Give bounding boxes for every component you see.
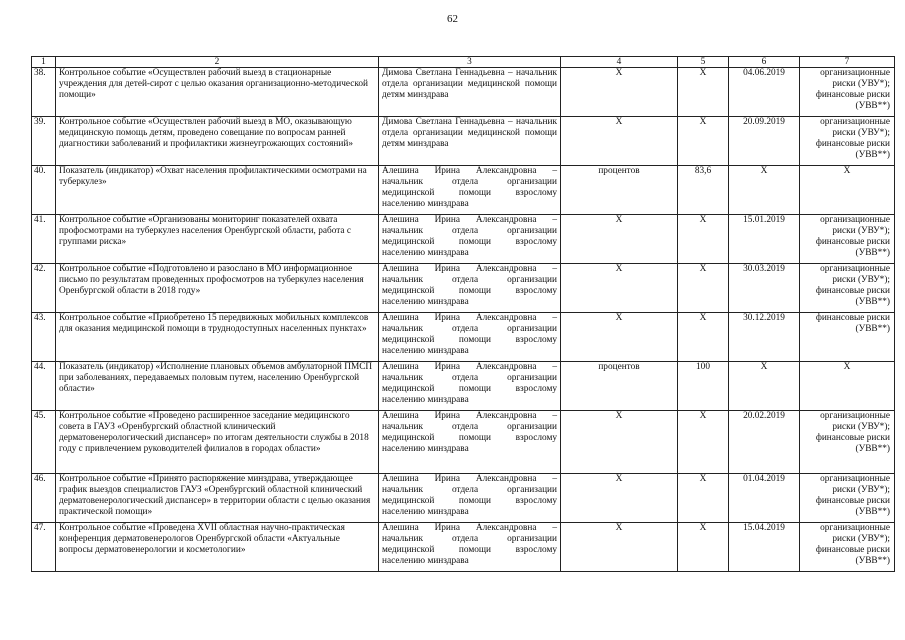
deadline-cell: Х bbox=[729, 362, 800, 411]
page-number: 62 bbox=[447, 13, 458, 25]
column-header: 3 bbox=[379, 57, 561, 68]
risk-cell bbox=[800, 362, 895, 411]
unit-cell: Х bbox=[561, 264, 678, 313]
value-cell: Х bbox=[678, 215, 729, 264]
risk-line: финансовые риски bbox=[815, 139, 890, 149]
unit-cell: Х bbox=[561, 474, 678, 523]
value-cell: Х bbox=[678, 68, 729, 117]
event-description: Контрольное событие «Осуществлен рабочий выезд в МО, оказывающую медицинскую помощь детям, проведено совещание по вопросам ранней диагностики заболеваний и профилактики жизнеугрожающих состояний» bbox=[56, 117, 379, 166]
event-description: Показатель (индикатор) «Охват населения профилактическими осмотрами на туберкулез» bbox=[56, 166, 379, 215]
risk-line: финансовые риски bbox=[815, 313, 890, 323]
row-number: 43. bbox=[32, 313, 56, 362]
responsible-person: Алешина Ирина Александровна – начальник отдела организации медицинской помощи взрослому населению минздрава bbox=[379, 523, 561, 572]
risk-line: финансовые риски bbox=[815, 286, 890, 296]
unit-cell: Х bbox=[561, 215, 678, 264]
deadline-cell: 01.04.2019 bbox=[729, 474, 800, 523]
value-cell: Х bbox=[678, 313, 729, 362]
risk-line: (УВВ**) bbox=[855, 150, 890, 160]
risk-line: (УВВ**) bbox=[855, 507, 890, 517]
unit-cell: Х bbox=[561, 117, 678, 166]
event-description: Показатель (индикатор) «Исполнение плановых объемов амбулаторной ПМСП при заболеваниях, передаваемых половым путем, населению Оренбургской области» bbox=[56, 362, 379, 411]
risk-line: Х bbox=[843, 166, 851, 176]
risk-line: финансовые риски bbox=[815, 237, 890, 247]
event-description: Контрольное событие «Принято распоряжение минздрава, утверждающее график выездов специалистов ГАУЗ «Оренбургский областной клинический дерматовенерологический диспансер» в территории области с целью оказания практической помощи» bbox=[56, 474, 379, 523]
deadline-cell: 04.06.2019 bbox=[729, 68, 800, 117]
responsible-person: Алешина Ирина Александровна – начальник отдела организации медицинской помощи взрослому населению минздрава bbox=[379, 474, 561, 523]
table-row bbox=[32, 264, 895, 313]
risk-cell bbox=[800, 264, 895, 313]
column-header: 5 bbox=[678, 57, 729, 68]
row-number: 41. bbox=[32, 215, 56, 264]
column-header: 1 bbox=[32, 57, 56, 68]
table-row bbox=[32, 68, 895, 117]
risk-line: финансовые риски bbox=[815, 545, 890, 555]
table-row bbox=[32, 523, 895, 572]
deadline-cell: Х bbox=[729, 166, 800, 215]
risk-line: организационные bbox=[820, 117, 890, 127]
responsible-person: Алешина Ирина Александровна – начальник отдела организации медицинской помощи взрослому населению минздрава bbox=[379, 362, 561, 411]
event-description: Контрольное событие «Осуществлен рабочий выезд в стационарные учреждения для детей-сирот с целью оказания организационно-методической помощи» bbox=[56, 68, 379, 117]
value-cell: Х bbox=[678, 411, 729, 474]
row-number: 42. bbox=[32, 264, 56, 313]
table-row bbox=[32, 117, 895, 166]
unit-cell: процентов bbox=[561, 166, 678, 215]
row-number: 45. bbox=[32, 411, 56, 474]
risk-line: организационные bbox=[820, 215, 890, 225]
table-row bbox=[32, 411, 895, 474]
risk-line: риски (УВУ*); bbox=[832, 128, 890, 138]
column-header: 2 bbox=[56, 57, 379, 68]
column-header: 7 bbox=[800, 57, 895, 68]
value-cell: Х bbox=[678, 117, 729, 166]
risk-line: организационные bbox=[820, 68, 890, 78]
table-row bbox=[32, 215, 895, 264]
event-description: Контрольное событие «Организованы мониторинг показателей охвата профосмотрами на туберкулез населения Оренбургской области, работа с группами риска» bbox=[56, 215, 379, 264]
row-number: 46. bbox=[32, 474, 56, 523]
risk-line: (УВВ**) bbox=[855, 556, 890, 566]
value-cell: 83,6 bbox=[678, 166, 729, 215]
unit-cell: Х bbox=[561, 313, 678, 362]
risk-line: организационные bbox=[820, 474, 890, 484]
risk-cell bbox=[800, 313, 895, 362]
responsible-person: Алешина Ирина Александровна – начальник отдела организации медицинской помощи взрослому населению минздрава bbox=[379, 313, 561, 362]
risk-line: финансовые риски bbox=[815, 90, 890, 100]
deadline-cell: 20.09.2019 bbox=[729, 117, 800, 166]
risk-line: риски (УВУ*); bbox=[832, 534, 890, 544]
table-row bbox=[32, 313, 895, 362]
row-number: 47. bbox=[32, 523, 56, 572]
risk-line: финансовые риски bbox=[815, 433, 890, 443]
risk-cell bbox=[800, 474, 895, 523]
responsible-person: Димова Светлана Геннадьевна – начальник отдела организации медицинской помощи детям минздрава bbox=[379, 117, 561, 166]
deadline-cell: 20.02.2019 bbox=[729, 411, 800, 474]
unit-cell: Х bbox=[561, 523, 678, 572]
risk-line: риски (УВУ*); bbox=[832, 79, 890, 89]
risk-line: (УВВ**) bbox=[855, 297, 890, 307]
column-header: 6 bbox=[729, 57, 800, 68]
responsible-person: Алешина Ирина Александровна – начальник отдела организации медицинской помощи взрослому населению минздрава bbox=[379, 264, 561, 313]
event-description: Контрольное событие «Приобретено 15 передвижных мобильных комплексов для оказания медицинской помощи в труднодоступных населенных пунктах» bbox=[56, 313, 379, 362]
responsible-person: Димова Светлана Геннадьевна – начальник отдела организации медицинской помощи детям минздрава bbox=[379, 68, 561, 117]
risk-line: риски (УВУ*); bbox=[832, 485, 890, 495]
deadline-cell: 15.01.2019 bbox=[729, 215, 800, 264]
column-header: 4 bbox=[561, 57, 678, 68]
risk-cell bbox=[800, 215, 895, 264]
risk-line: организационные bbox=[820, 264, 890, 274]
value-cell: Х bbox=[678, 523, 729, 572]
unit-cell: Х bbox=[561, 411, 678, 474]
value-cell: 100 bbox=[678, 362, 729, 411]
row-number: 44. bbox=[32, 362, 56, 411]
unit-cell: процентов bbox=[561, 362, 678, 411]
event-description: Контрольное событие «Проведена XVII областная научно-практическая конференция дерматовенерологов Оренбургской области «Актуальные вопросы дерматовенерологии и косметологии» bbox=[56, 523, 379, 572]
risk-line: организационные bbox=[820, 523, 890, 533]
table-row bbox=[32, 166, 895, 215]
risk-cell bbox=[800, 166, 895, 215]
risk-line: организационные bbox=[820, 411, 890, 421]
deadline-cell: 15.04.2019 bbox=[729, 523, 800, 572]
risk-line: (УВВ**) bbox=[855, 324, 890, 334]
risk-line: риски (УВУ*); bbox=[832, 422, 890, 432]
event-description: Контрольное событие «Проведено расширенное заседание медицинского совета в ГАУЗ «Оренбургский областной клинический дерматовенерологический диспансер» по итогам деятельности службы в 2018 году с привлечением руководителей филиалов в городах области» bbox=[56, 411, 379, 474]
table-row bbox=[32, 362, 895, 411]
risk-cell bbox=[800, 523, 895, 572]
risk-line: Х bbox=[843, 362, 851, 372]
risk-cell bbox=[800, 68, 895, 117]
responsible-person: Алешина Ирина Александровна – начальник отдела организации медицинской помощи взрослому населению минздрава bbox=[379, 166, 561, 215]
value-cell: Х bbox=[678, 264, 729, 313]
risk-line: (УВВ**) bbox=[855, 101, 890, 111]
unit-cell: Х bbox=[561, 68, 678, 117]
event-description: Контрольное событие «Подготовлено и разослано в МО информационное письмо по результатам проведенных профосмотров на туберкулез населения Оренбургской области в 2018 году» bbox=[56, 264, 379, 313]
row-number: 39. bbox=[32, 117, 56, 166]
plan-table bbox=[31, 56, 895, 572]
risk-line: риски (УВУ*); bbox=[832, 226, 890, 236]
deadline-cell: 30.12.2019 bbox=[729, 313, 800, 362]
risk-line: (УВВ**) bbox=[855, 444, 890, 454]
risk-line: (УВВ**) bbox=[855, 248, 890, 258]
row-number: 40. bbox=[32, 166, 56, 215]
table-row bbox=[32, 474, 895, 523]
risk-cell bbox=[800, 411, 895, 474]
deadline-cell: 30.03.2019 bbox=[729, 264, 800, 313]
column-number-row bbox=[32, 57, 895, 68]
responsible-person: Алешина Ирина Александровна – начальник отдела организации медицинской помощи взрослому населению минздрава bbox=[379, 411, 561, 474]
risk-line: риски (УВУ*); bbox=[832, 275, 890, 285]
row-number: 38. bbox=[32, 68, 56, 117]
value-cell: Х bbox=[678, 474, 729, 523]
responsible-person: Алешина Ирина Александровна – начальник отдела организации медицинской помощи взрослому населению минздрава bbox=[379, 215, 561, 264]
risk-line: финансовые риски bbox=[815, 496, 890, 506]
risk-cell bbox=[800, 117, 895, 166]
